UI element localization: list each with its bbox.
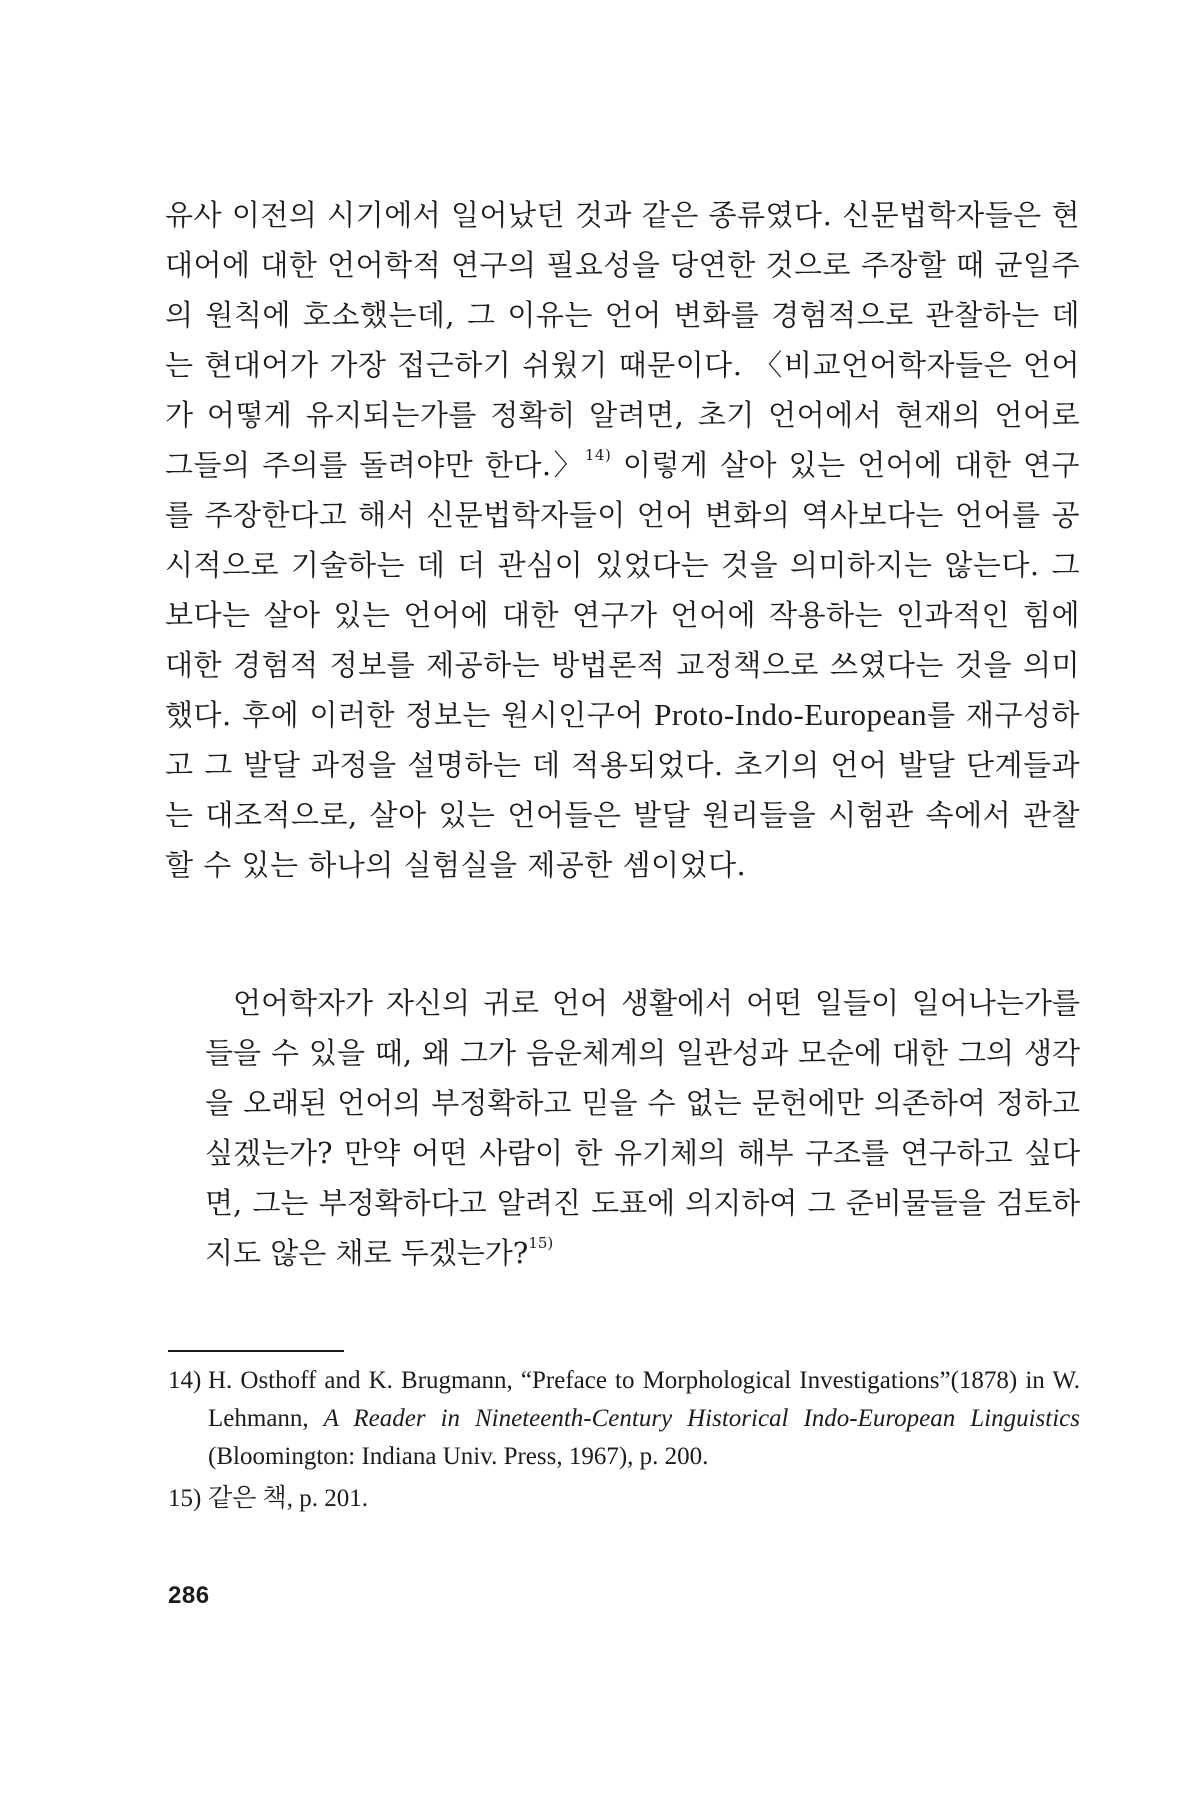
footnote-number: 15) bbox=[168, 1485, 202, 1512]
footnote-15 bbox=[168, 1480, 1080, 1518]
footnote-ref-15: 15) bbox=[528, 1234, 554, 1253]
footnote-text-before-title: H. Osthoff and K. Brugmann, “Preface to Morphological Investigations”(1878) in W. Lehmann, bbox=[208, 1367, 1080, 1432]
footnote-text-after-title: (Bloomington: Indiana Univ. Press, 1967), p. 200. bbox=[208, 1443, 709, 1470]
main-text-part-1: 유사 이전의 시기에서 일어났던 것과 같은 종류였다. 신문법학자들은 현대어에 대한 언어학적 연구의 필요성을 당연한 것으로 주장할 때 균일주의 원칙에 호소했는데, 그 이유는 언어 변화를 경험적으로 관찰하는 데는 현대어가 가장 접근하기 쉬웠기 때문이다. 〈비교언어학자들은 언어가 어떻게 유지되는가를 정확히 알려면, 초기 언어에서 현재의 언어로 그들의 주의를 돌려야만 한다.〉 bbox=[165, 198, 1080, 482]
footnote-book-title: A Reader in Nineteenth-Century Historical Indo-European Linguistics bbox=[323, 1405, 1080, 1432]
footnote-list bbox=[168, 1362, 1080, 1518]
footnote-body bbox=[208, 1362, 1080, 1476]
page-number: 286 bbox=[168, 1582, 210, 1609]
main-paragraph bbox=[165, 190, 1080, 890]
footnote-separator bbox=[168, 1350, 344, 1352]
main-text-part-2: 이렇게 살아 있는 언어에 대한 연구를 주장한다고 해서 신문법학자들이 언어 변화의 역사보다는 언어를 공시적으로 기술하는 데 더 관심이 있었다는 것을 의미하지는 않는다. 그보다는 살아 있는 언어에 대한 연구가 언어에 작용하는 인과적인 힘에 대한 경험적 정보를 제공하는 방법론적 교정책으로 쓰였다는 것을 의미했다. 후에 이러한 정보는 원시인구어 bbox=[165, 448, 1080, 732]
footnote-14 bbox=[168, 1362, 1080, 1476]
main-text-part-3: 를 재구성하고 그 발달 과정을 설명하는 데 적용되었다. 초기의 언어 발달 단계들과는 대조적으로, 살아 있는 언어들은 발달 원리들을 시험관 속에서 관찰할 수 있는 하나의 실험실을 제공한 셈이었다. bbox=[165, 698, 1080, 882]
footnote-body: 같은 책, p. 201. bbox=[208, 1485, 368, 1512]
latin-term-proto-indo-european: Proto-Indo-European bbox=[654, 697, 928, 732]
footnote-number: 14) bbox=[168, 1367, 202, 1394]
block-quote bbox=[205, 978, 1080, 1278]
quote-text: 언어학자가 자신의 귀로 언어 생활에서 어떤 일들이 일어나는가를 들을 수 있을 때, 왜 그가 음운체계의 일관성과 모순에 대한 그의 생각을 오래된 언어의 부정확하고 믿을 수 없는 문헌에만 의존하여 정하고 싶겠는가? 만약 어떤 사람이 한 유기체의 해부 구조를 연구하고 싶다면, 그는 부정확하다고 알려진 도표에 의지하여 그 준비물들을 검토하지도 않은 채로 두겠는가? bbox=[205, 986, 1080, 1270]
footnote-ref-14: 14) bbox=[584, 446, 612, 465]
